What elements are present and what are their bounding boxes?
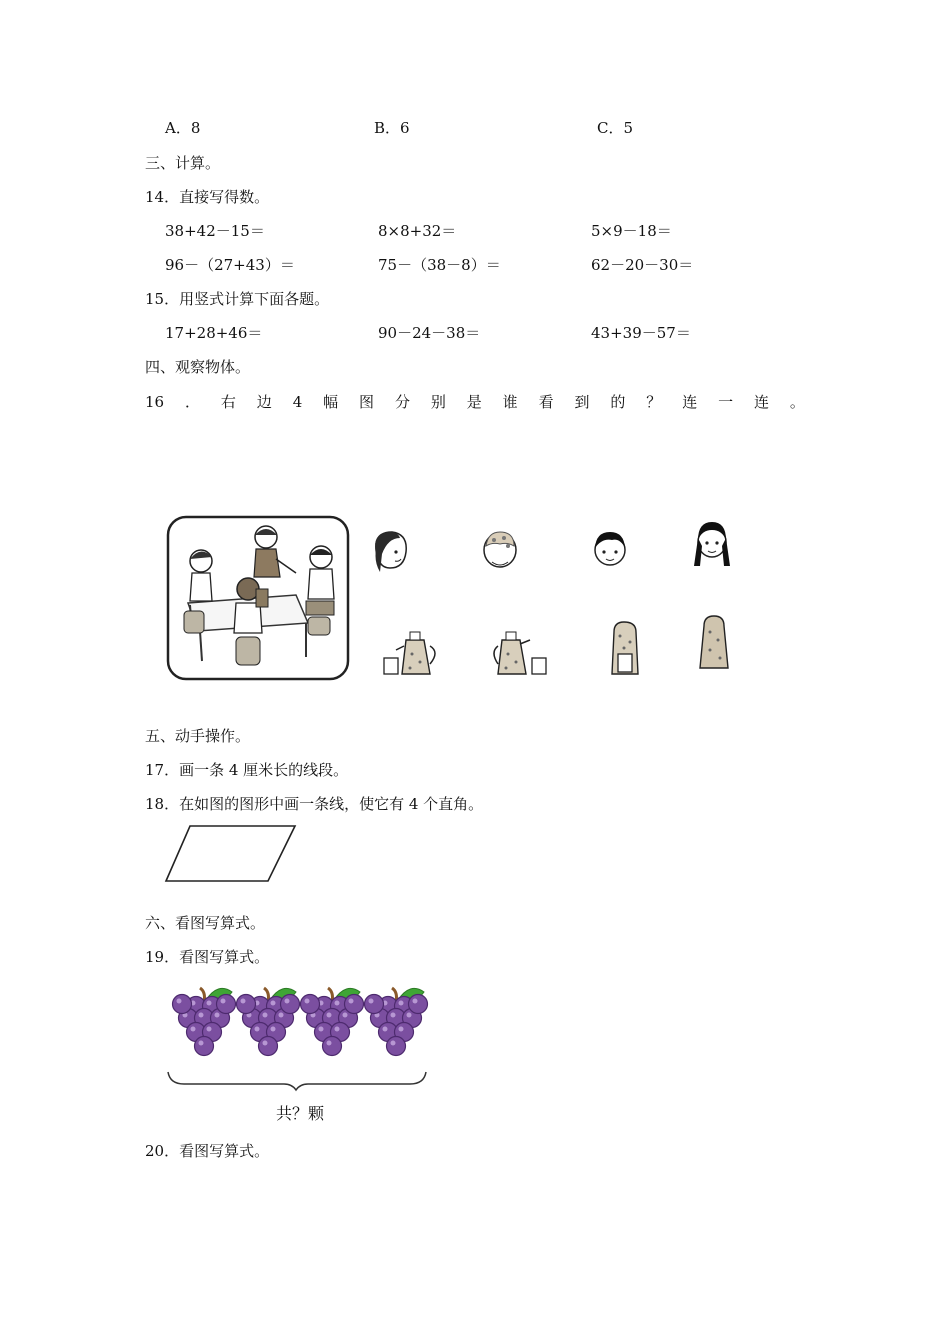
kettle-view-1 bbox=[380, 624, 442, 680]
option-a: A．8 bbox=[165, 119, 201, 137]
q15-expr-2: 90－24－38＝ bbox=[378, 324, 481, 342]
grapes-illustration bbox=[166, 980, 430, 1090]
q14-expr-5: 75－（38－8）＝ bbox=[378, 256, 501, 274]
q16-char: ． bbox=[184, 393, 200, 411]
grapes-total-caption: 共？颗 bbox=[276, 1104, 325, 1123]
question-15-title: 15．用竖式计算下面各题。 bbox=[145, 290, 330, 308]
q16-char: 到 bbox=[574, 393, 590, 411]
q14-expr-2: 8×8+32＝ bbox=[378, 222, 457, 240]
option-b: B．6 bbox=[374, 119, 410, 137]
question-19: 19．看图写算式。 bbox=[145, 948, 270, 966]
section-heading-4: 四、观察物体。 bbox=[145, 358, 251, 376]
head-view-3 bbox=[590, 528, 630, 570]
kettle-view-3 bbox=[606, 618, 646, 680]
kettle-view-4 bbox=[696, 612, 732, 674]
grape-bunch bbox=[301, 988, 364, 1056]
head-view-4 bbox=[692, 516, 732, 574]
q16-char: 的 bbox=[610, 393, 626, 411]
q16-char: 别 bbox=[430, 393, 446, 411]
grape-bunch bbox=[365, 988, 428, 1056]
grape-bunch bbox=[237, 988, 300, 1056]
question-14-title: 14．直接写得数。 bbox=[145, 188, 270, 206]
grape-bunch bbox=[173, 988, 236, 1056]
question-20: 20．看图写算式。 bbox=[145, 1142, 270, 1160]
section-heading-3: 三、计算。 bbox=[145, 154, 221, 172]
question-16-title bbox=[145, 392, 805, 412]
q15-expr-3: 43+39－57＝ bbox=[591, 324, 691, 342]
q15-expr-1: 17+28+46＝ bbox=[165, 324, 263, 342]
q16-char: 边 bbox=[256, 393, 272, 411]
q14-expr-6: 62－20－30＝ bbox=[591, 256, 694, 274]
section-heading-6: 六、看图写算式。 bbox=[145, 914, 266, 932]
option-c: C．5 bbox=[597, 119, 634, 137]
question-17: 17．画一条 4 厘米长的线段。 bbox=[145, 761, 349, 779]
q16-char: 。 bbox=[789, 393, 805, 411]
q16-char: 连 bbox=[682, 393, 698, 411]
q14-expr-3: 5×9－18＝ bbox=[591, 222, 672, 240]
q16-char: 右 bbox=[220, 393, 236, 411]
q16-char: 一 bbox=[718, 393, 734, 411]
question-18: 18．在如图的图形中画一条线，使它有 4 个直角。 bbox=[145, 795, 484, 813]
q14-expr-1: 38+42－15＝ bbox=[165, 222, 265, 240]
q16-char: 16 bbox=[145, 393, 165, 411]
q14-expr-4: 96－（27+43）＝ bbox=[165, 256, 295, 274]
q16-char: 是 bbox=[466, 393, 482, 411]
q16-char: 图 bbox=[359, 393, 375, 411]
parallelogram-figure bbox=[164, 824, 298, 884]
head-view-1 bbox=[368, 528, 412, 576]
q16-char: 分 bbox=[394, 393, 410, 411]
q16-char: 幅 bbox=[323, 393, 339, 411]
q16-char: 谁 bbox=[502, 393, 518, 411]
q16-char: 连 bbox=[754, 393, 770, 411]
children-at-table-illustration bbox=[166, 515, 350, 683]
q16-char: ？ bbox=[646, 393, 662, 411]
q16-char: 4 bbox=[292, 393, 303, 411]
head-view-2 bbox=[480, 528, 520, 574]
kettle-view-2 bbox=[490, 622, 552, 678]
section-heading-5: 五、动手操作。 bbox=[145, 727, 251, 745]
brace-line bbox=[168, 1072, 426, 1090]
q16-char: 看 bbox=[538, 393, 554, 411]
